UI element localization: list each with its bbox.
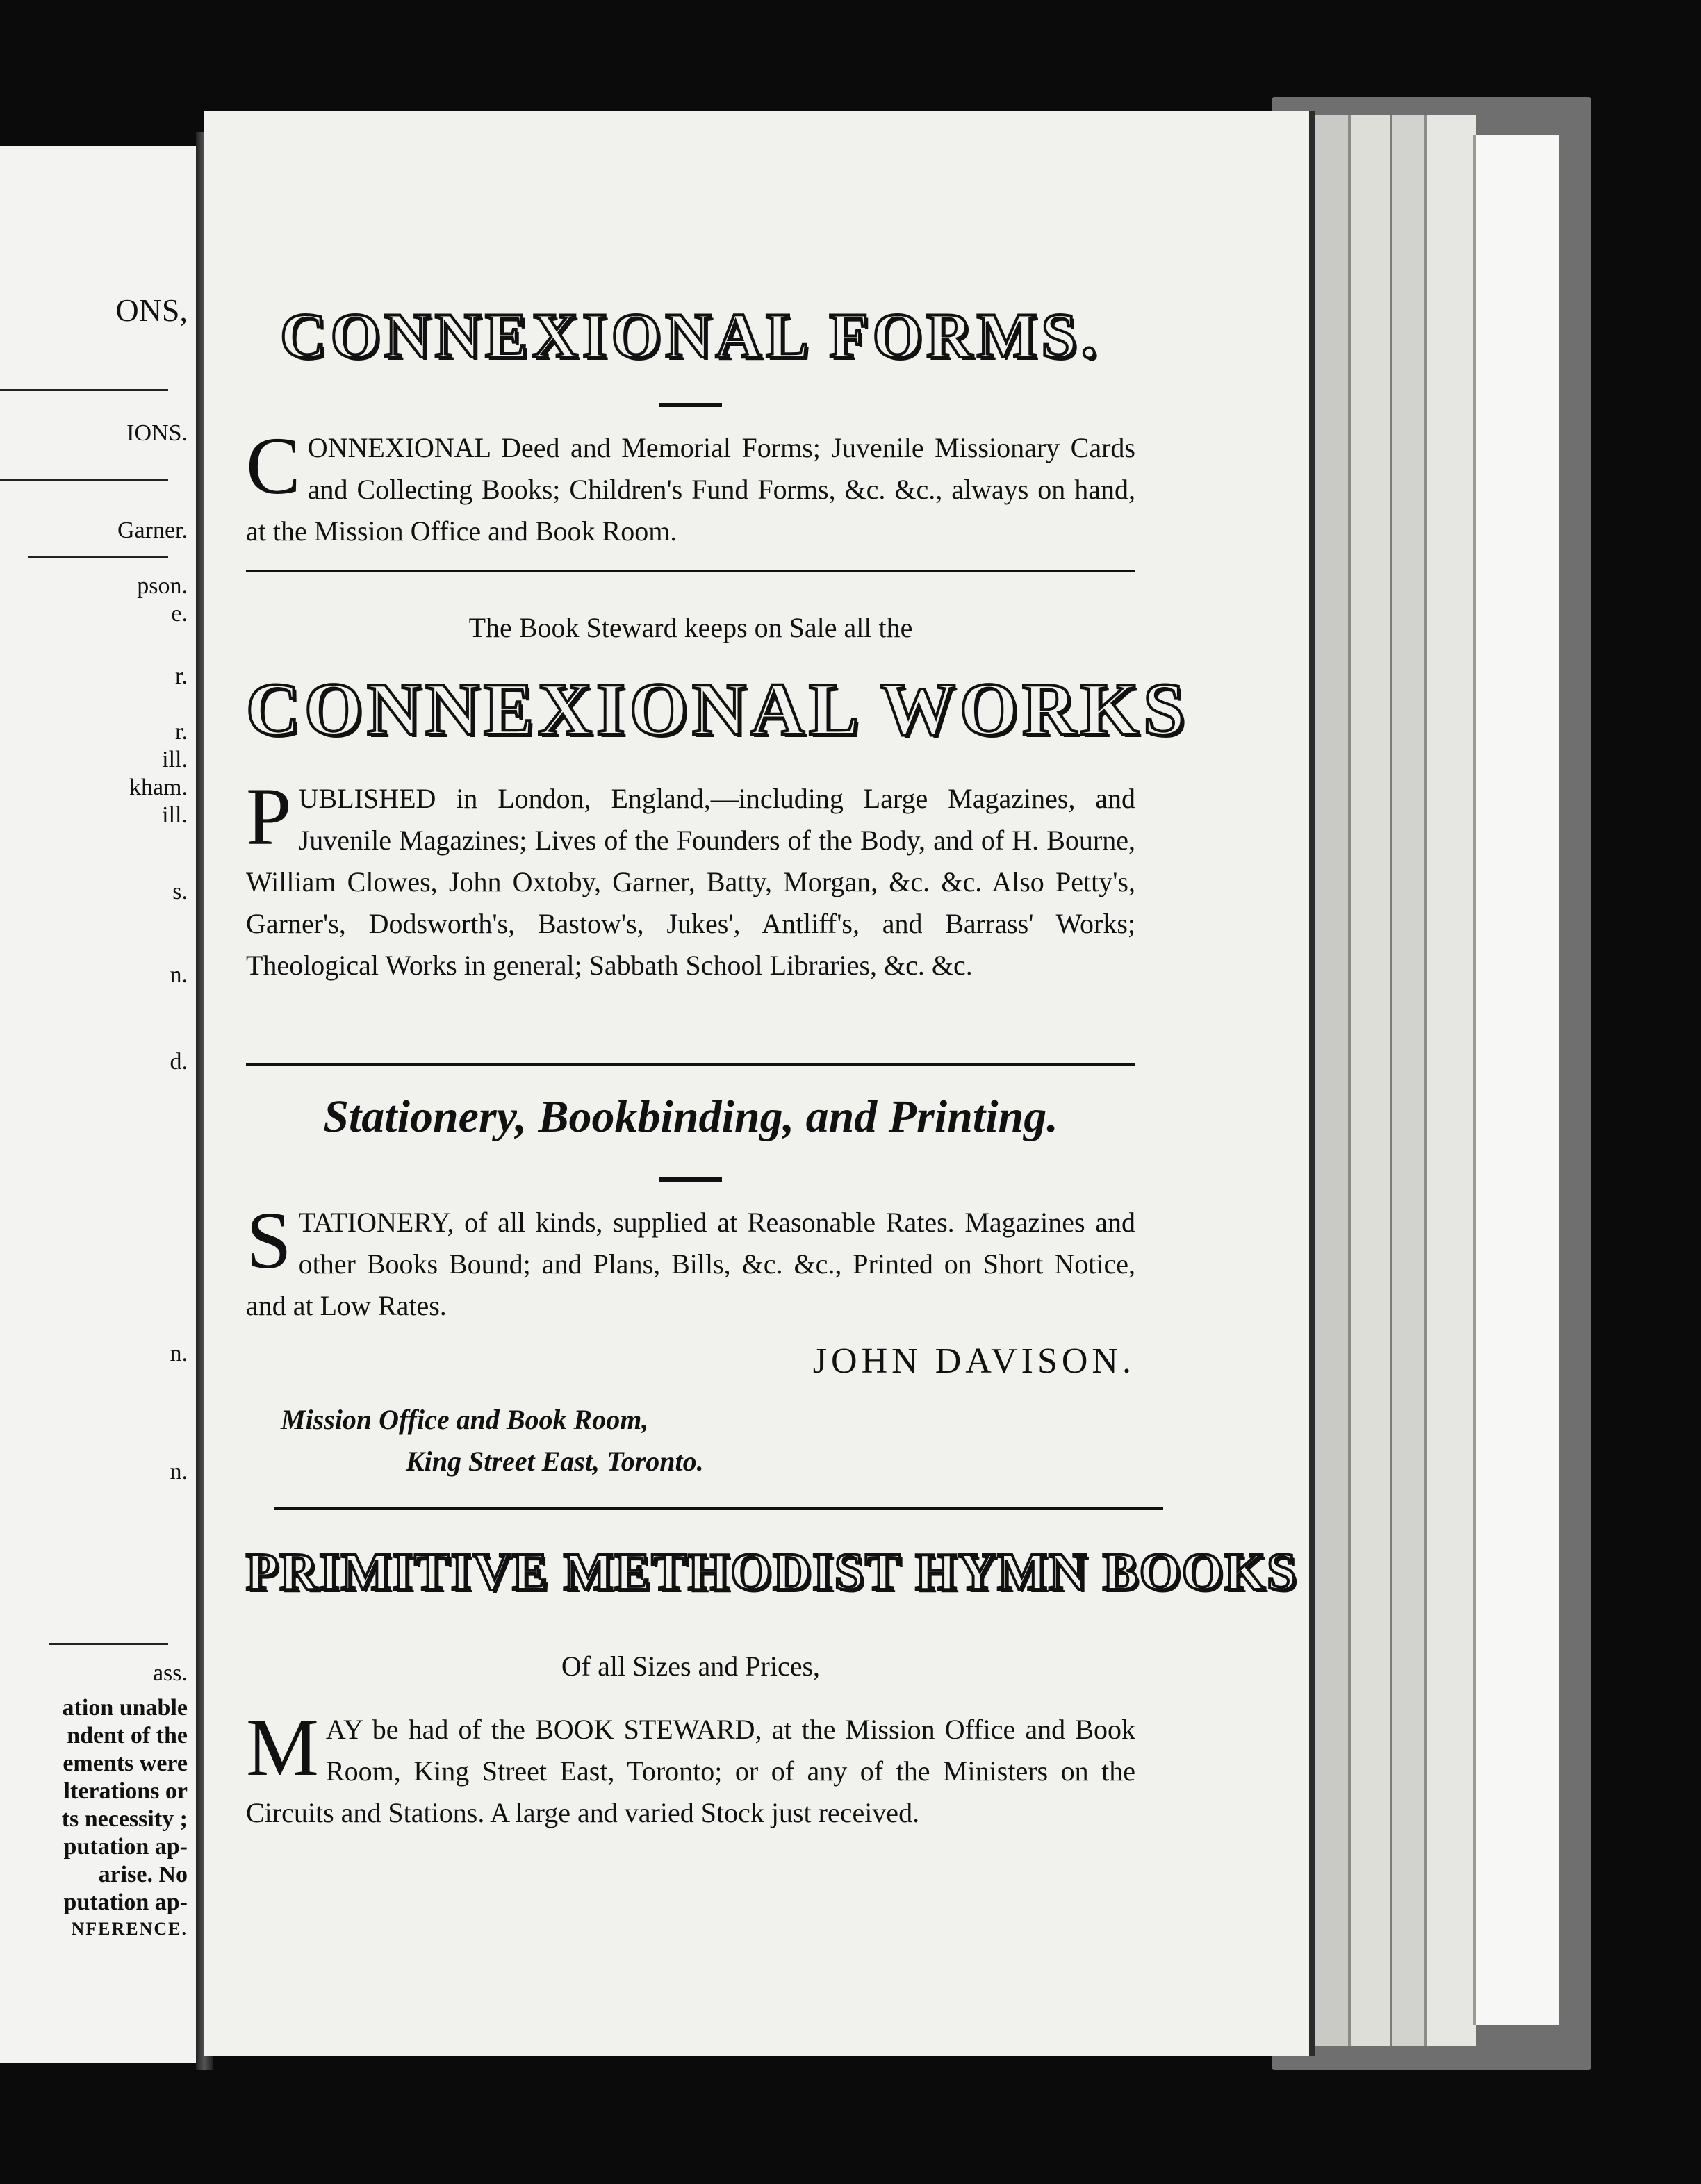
page-edge [1390,115,1427,2046]
left-fragment: ONS, [115,292,188,328]
left-fragment: pson. [137,573,188,599]
paragraph-text: ONNEXIONAL Deed and Memorial Forms; Juvenile Missionary Cards and Collecting Books; Children's Fund Forms, &c. &c., always on hand, at the Mission Office and Book Room. [246,432,1135,547]
left-fragment: n. [170,962,188,988]
section-title: Stationery, Bookbinding, and Printing. [323,1091,1058,1142]
intro-line: The Book Steward keeps on Sale all the [468,612,913,643]
section-connexional-works-intro [246,611,1135,644]
drop-cap: C [246,420,301,511]
signature: JOHN DAVISON. [812,1341,1135,1381]
left-fragment: putation ap- [63,1889,188,1915]
forms-paragraph-block [246,420,1135,552]
left-fragment: putation ap- [63,1834,188,1860]
left-fragment: IONS. [126,420,188,446]
advertisement-page [204,111,1309,2056]
left-fragment: ts necessity ; [61,1806,188,1832]
left-fragment: ements were [63,1751,188,1776]
divider [49,1643,168,1645]
left-fragment: ndent of the [67,1723,188,1748]
short-rule [246,1177,1135,1182]
left-fragment: r. [175,663,188,689]
address-line-1: Mission Office and Book Room, [281,1404,649,1435]
left-fragment: ass. [152,1660,188,1686]
section-stationery [246,1091,1135,1143]
left-fragment: d. [170,1049,188,1075]
left-fragment: ation unable [62,1695,188,1721]
hymn-paragraph-block [246,1702,1135,1834]
signature-block [246,1341,1135,1382]
paragraph-text: UBLISHED in London, England,—including Large Magazines, and Juvenile Magazines; Lives of the Founders of the Body, and of H. Bourne, William Clowes, John Oxtoby, Garner, Batty, Morgan, &c. &c. Also Petty's, Garner's, Dodsworth's, Bastow's, Jukes', Antliff's, and Barrass' Works; Theological Works in general; Sabbath School Libraries, &c. &c. [246,783,1135,981]
drop-cap: M [246,1702,319,1793]
paragraph-text: AY be had of the BOOK STEWARD, at the Mission Office and Book Room, King Street East, Toronto; or of any of the Ministers on the Circuits and Stations. A large and varied Stock just received. [246,1714,1135,1828]
section-subtitle: Of all Sizes and Prices, [561,1651,821,1682]
section-title: PRIMITIVE METHODIST HYMN BOOKS [246,1543,1298,1601]
hymn-subtitle-block [246,1650,1135,1682]
left-fragment: s. [172,879,188,904]
left-fragment: NFERENCE. [71,1919,188,1939]
page-edge [1473,135,1559,2025]
divider [246,570,1135,572]
left-fragment: lterations or [63,1778,188,1804]
left-fragment: e. [171,601,188,627]
section-connexional-forms [246,299,1135,372]
forms-paragraph [246,420,1135,552]
section-title: CONNEXIONAL FORMS. [280,300,1101,371]
stationery-paragraph [246,1195,1135,1327]
address-line-2: King Street East, Toronto. [406,1446,704,1477]
hymn-paragraph [246,1702,1135,1834]
left-fragment: kham. [129,775,188,800]
left-fragment: ill. [162,802,188,828]
drop-cap: P [246,771,292,862]
page-edge [1348,115,1392,2046]
left-fragment: ill. [162,747,188,772]
left-fragment: n. [170,1341,188,1366]
left-facing-page [0,146,200,2063]
left-fragment: arise. No [98,1862,188,1887]
left-fragment: r. [175,719,188,745]
divider [246,1063,1135,1066]
stationery-paragraph-block [246,1195,1135,1327]
drop-cap: S [246,1195,292,1286]
divider [274,1507,1163,1510]
works-paragraph-block [246,771,1135,986]
page-edge [1424,115,1476,2046]
divider [0,479,168,481]
section-hymn-books [246,1542,1298,1603]
left-fragment: Garner. [117,518,188,543]
left-fragment: n. [170,1459,188,1484]
works-paragraph [246,771,1135,986]
section-connexional-works [246,667,1190,753]
section-title: CONNEXIONAL WORKS [246,668,1190,751]
divider [28,556,168,558]
short-rule [246,403,1135,407]
divider [0,389,168,391]
paragraph-text: TATIONERY, of all kinds, supplied at Reasonable Rates. Magazines and other Books Bound; and Plans, Bills, &c. &c., Printed on Short Notice, and at Low Rates. [246,1207,1135,1321]
